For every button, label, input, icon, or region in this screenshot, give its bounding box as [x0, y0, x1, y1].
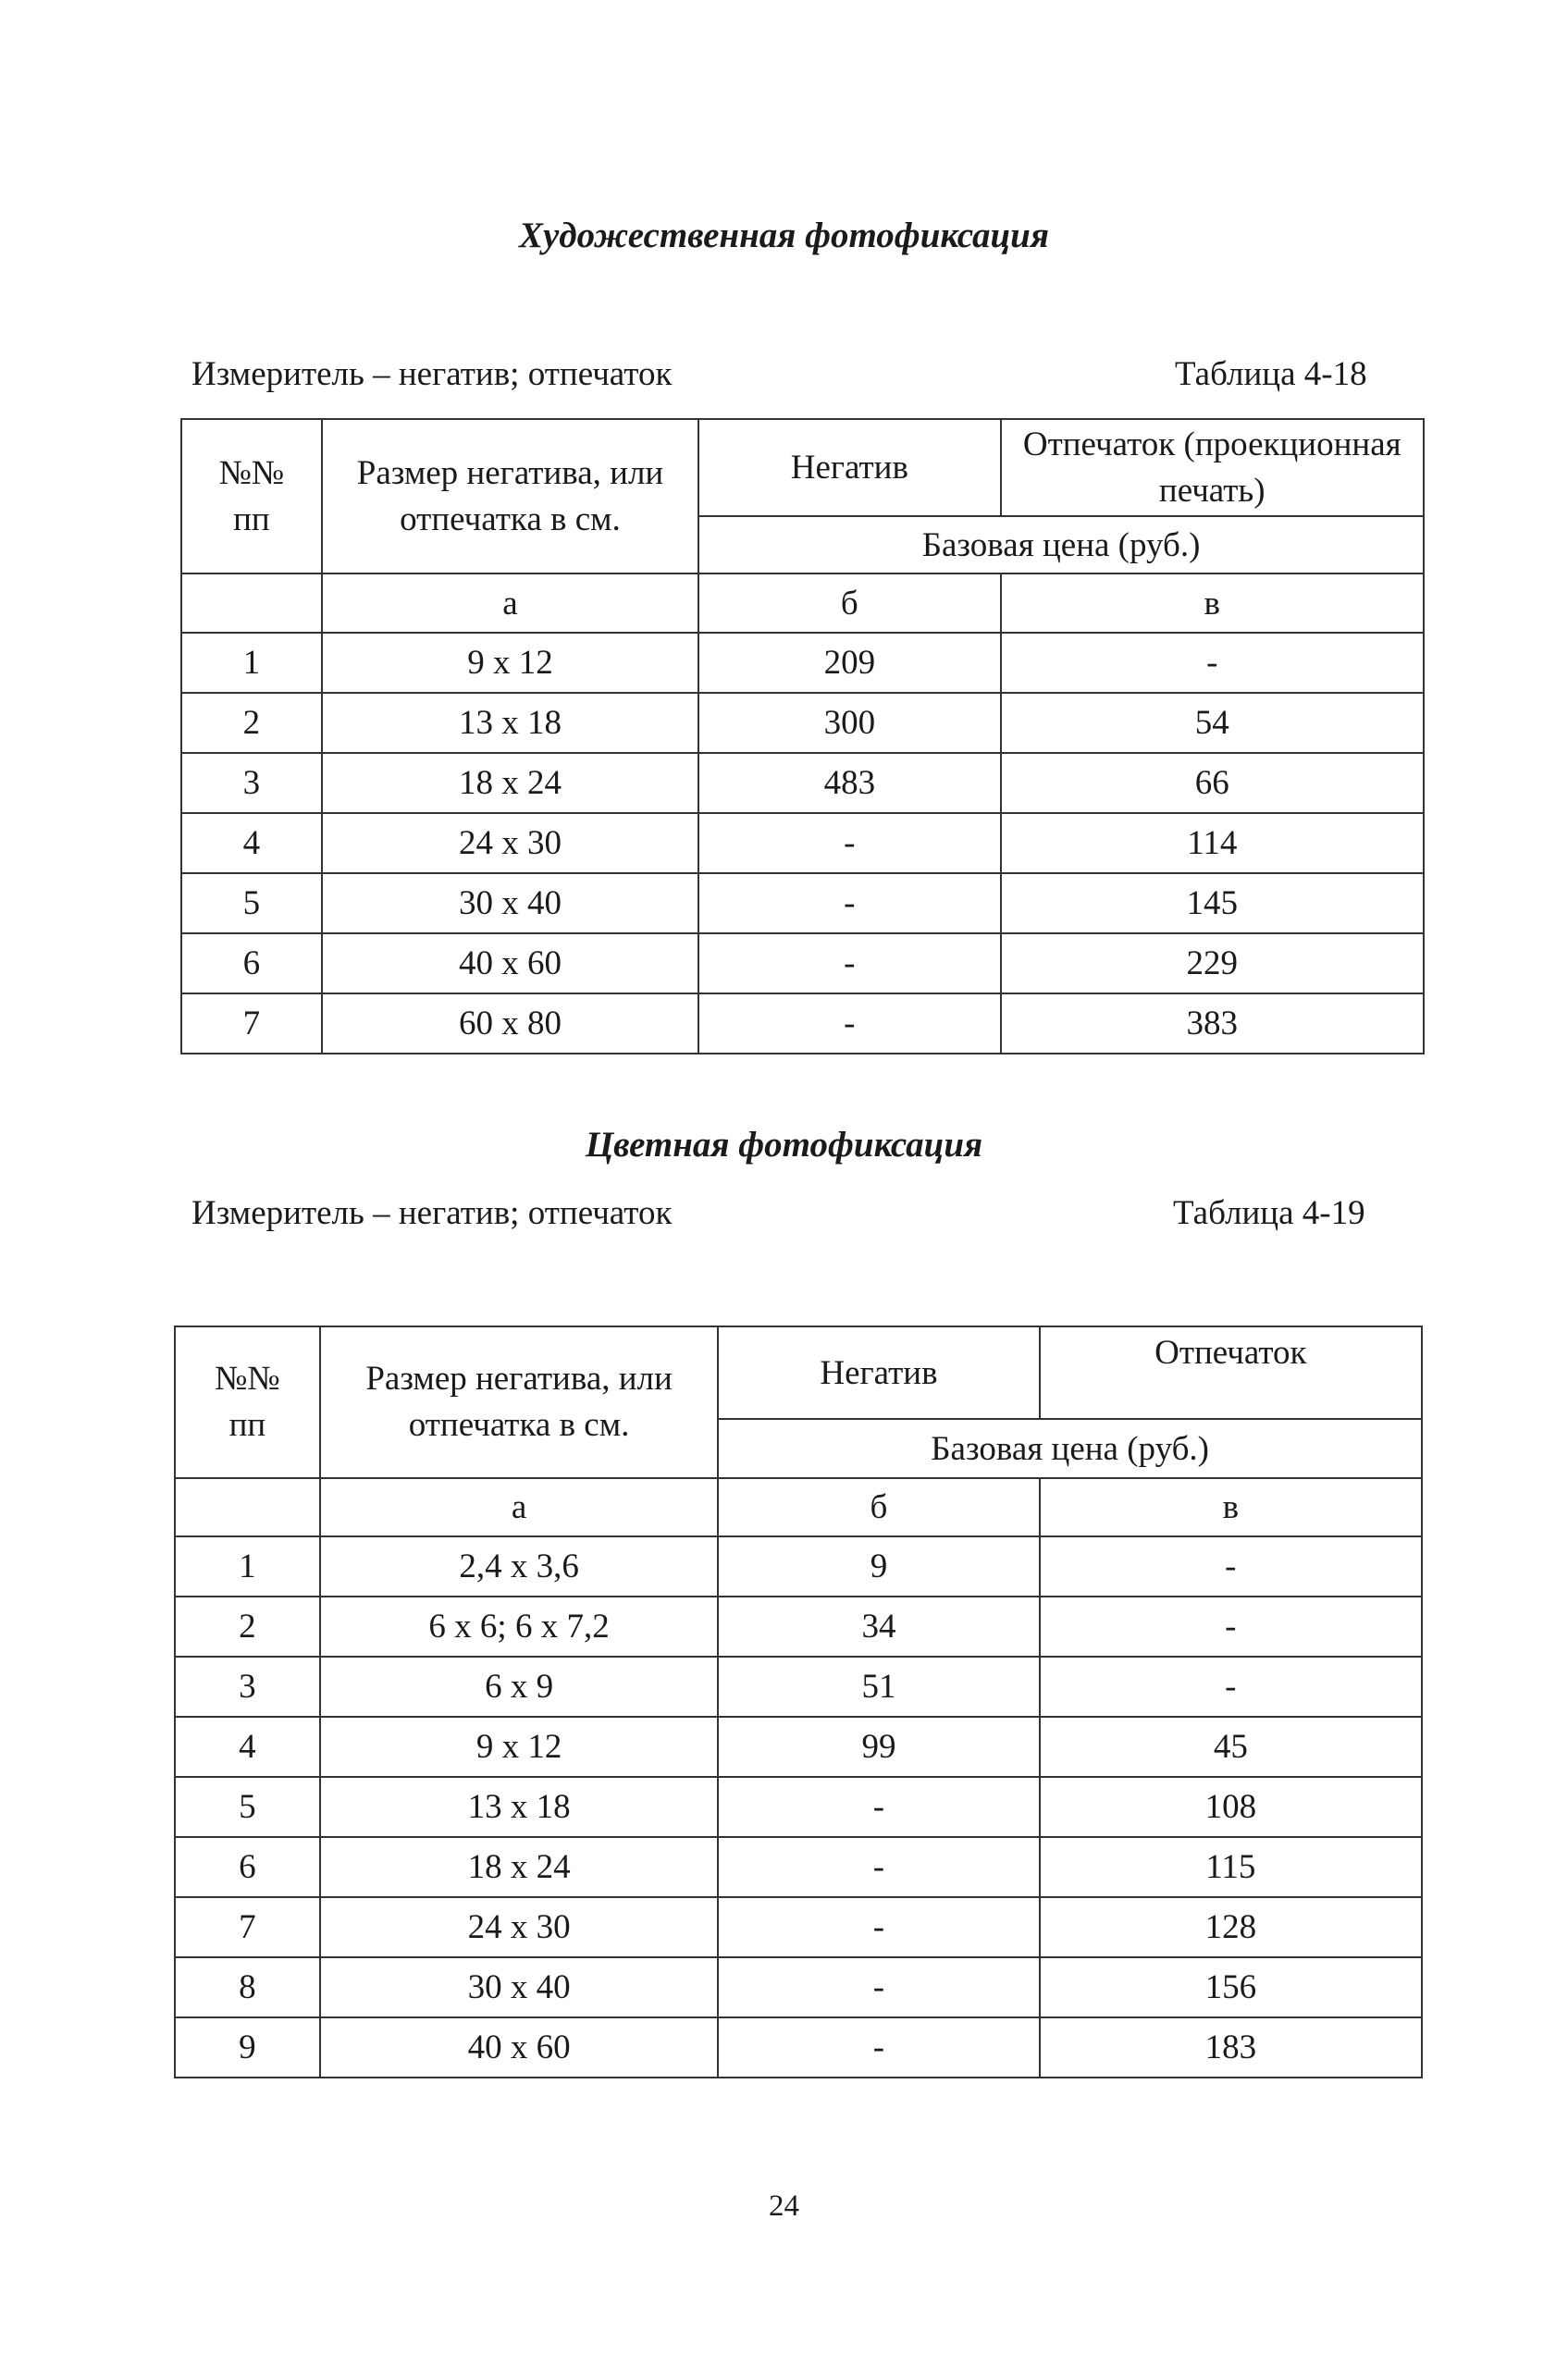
- header-blank: [181, 573, 322, 633]
- cell-num: 2: [175, 1597, 320, 1657]
- cell-num: 3: [181, 753, 322, 813]
- cell-print: 54: [1001, 693, 1424, 753]
- cell-num: 4: [181, 813, 322, 873]
- table-row: [181, 813, 1424, 873]
- header-col-a: а: [322, 573, 698, 633]
- header-blank: [175, 1478, 320, 1536]
- table-row: [181, 633, 1424, 693]
- cell-num: 5: [175, 1777, 320, 1837]
- header-size: Размер негатива, или отпечатка в см.: [322, 419, 698, 573]
- cell-negative: -: [718, 1777, 1039, 1837]
- cell-num: 6: [175, 1837, 320, 1897]
- cell-negative: -: [698, 873, 1000, 933]
- cell-negative: 300: [698, 693, 1000, 753]
- cell-num: 4: [175, 1717, 320, 1777]
- cell-num: 6: [181, 933, 322, 993]
- section2-title: Цветная фотофиксация: [585, 1125, 983, 1165]
- table-row: [181, 993, 1424, 1054]
- section1-title: Художественная фотофиксация: [519, 216, 1049, 255]
- table-row: [175, 1536, 1422, 1597]
- header-base-price: Базовая цена (руб.): [698, 516, 1424, 573]
- cell-size: 18 х 24: [322, 753, 698, 813]
- header-print: Отпечаток: [1040, 1326, 1422, 1419]
- cell-negative: -: [698, 993, 1000, 1054]
- cell-negative: -: [718, 2017, 1039, 2078]
- cell-size: 6 х 6; 6 х 7,2: [320, 1597, 718, 1657]
- cell-negative: 34: [718, 1597, 1039, 1657]
- cell-size: 24 х 30: [320, 1897, 718, 1957]
- table-row: [175, 1957, 1422, 2017]
- cell-print: 114: [1001, 813, 1424, 873]
- cell-print: 128: [1040, 1897, 1422, 1957]
- page-number: 24: [769, 2189, 799, 2223]
- table-row: [175, 1657, 1422, 1717]
- cell-size: 13 х 18: [320, 1777, 718, 1837]
- cell-print: 229: [1001, 933, 1424, 993]
- table-row: [175, 1837, 1422, 1897]
- cell-negative: -: [718, 1897, 1039, 1957]
- cell-print: -: [1001, 633, 1424, 693]
- cell-size: 40 х 60: [320, 2017, 718, 2078]
- cell-size: 30 х 40: [322, 873, 698, 933]
- table-4-18: [180, 418, 1425, 1054]
- cell-size: 9 х 12: [322, 633, 698, 693]
- cell-negative: 99: [718, 1717, 1039, 1777]
- cell-negative: -: [718, 1957, 1039, 2017]
- section2-table-number: Таблица 4-19: [1173, 1194, 1365, 1232]
- cell-num: 1: [175, 1536, 320, 1597]
- table-row: [181, 873, 1424, 933]
- table-row: [175, 1777, 1422, 1837]
- cell-num: 1: [181, 633, 322, 693]
- header-base-price: Базовая цена (руб.): [718, 1419, 1422, 1478]
- section2-measure: Измеритель – негатив; отпечаток: [191, 1194, 673, 1232]
- header-num: №№ пп: [175, 1326, 320, 1478]
- header-col-v: в: [1001, 573, 1424, 633]
- cell-size: 40 х 60: [322, 933, 698, 993]
- header-negative: Негатив: [718, 1326, 1039, 1419]
- cell-negative: 209: [698, 633, 1000, 693]
- header-col-v: в: [1040, 1478, 1422, 1536]
- cell-print: -: [1040, 1597, 1422, 1657]
- cell-size: 2,4 х 3,6: [320, 1536, 718, 1597]
- cell-size: 30 х 40: [320, 1957, 718, 2017]
- cell-print: 383: [1001, 993, 1424, 1054]
- cell-num: 8: [175, 1957, 320, 2017]
- header-size: Размер негатива, или отпечатка в см.: [320, 1326, 718, 1478]
- header-num: №№ пп: [181, 419, 322, 573]
- cell-print: 183: [1040, 2017, 1422, 2078]
- cell-negative: 9: [718, 1536, 1039, 1597]
- table-row: [175, 1597, 1422, 1657]
- cell-print: -: [1040, 1657, 1422, 1717]
- cell-num: 9: [175, 2017, 320, 2078]
- cell-print: 66: [1001, 753, 1424, 813]
- header-negative: Негатив: [698, 419, 1000, 516]
- table-row: [181, 693, 1424, 753]
- cell-negative: -: [698, 813, 1000, 873]
- cell-size: 13 х 18: [322, 693, 698, 753]
- header-print: Отпечаток (проекционная печать): [1001, 419, 1424, 516]
- cell-size: 18 х 24: [320, 1837, 718, 1897]
- cell-negative: -: [698, 933, 1000, 993]
- cell-print: 45: [1040, 1717, 1422, 1777]
- cell-size: 6 х 9: [320, 1657, 718, 1717]
- cell-num: 3: [175, 1657, 320, 1717]
- cell-num: 2: [181, 693, 322, 753]
- cell-print: 145: [1001, 873, 1424, 933]
- table-row: [175, 2017, 1422, 2078]
- header-col-b: б: [718, 1478, 1039, 1536]
- section1-measure: Измеритель – негатив; отпечаток: [191, 355, 673, 393]
- cell-print: -: [1040, 1536, 1422, 1597]
- header-col-b: б: [698, 573, 1000, 633]
- cell-num: 7: [181, 993, 322, 1054]
- table-4-19: [174, 1326, 1423, 2078]
- header-col-a: а: [320, 1478, 718, 1536]
- cell-size: 24 х 30: [322, 813, 698, 873]
- cell-print: 115: [1040, 1837, 1422, 1897]
- table-row: [181, 933, 1424, 993]
- cell-negative: 483: [698, 753, 1000, 813]
- table-row: [175, 1897, 1422, 1957]
- cell-print: 156: [1040, 1957, 1422, 2017]
- table-row: [175, 1717, 1422, 1777]
- cell-negative: -: [718, 1837, 1039, 1897]
- table-row: [181, 753, 1424, 813]
- cell-num: 5: [181, 873, 322, 933]
- cell-size: 9 х 12: [320, 1717, 718, 1777]
- cell-size: 60 х 80: [322, 993, 698, 1054]
- cell-negative: 51: [718, 1657, 1039, 1717]
- cell-num: 7: [175, 1897, 320, 1957]
- cell-print: 108: [1040, 1777, 1422, 1837]
- section1-table-number: Таблица 4-18: [1175, 355, 1367, 393]
